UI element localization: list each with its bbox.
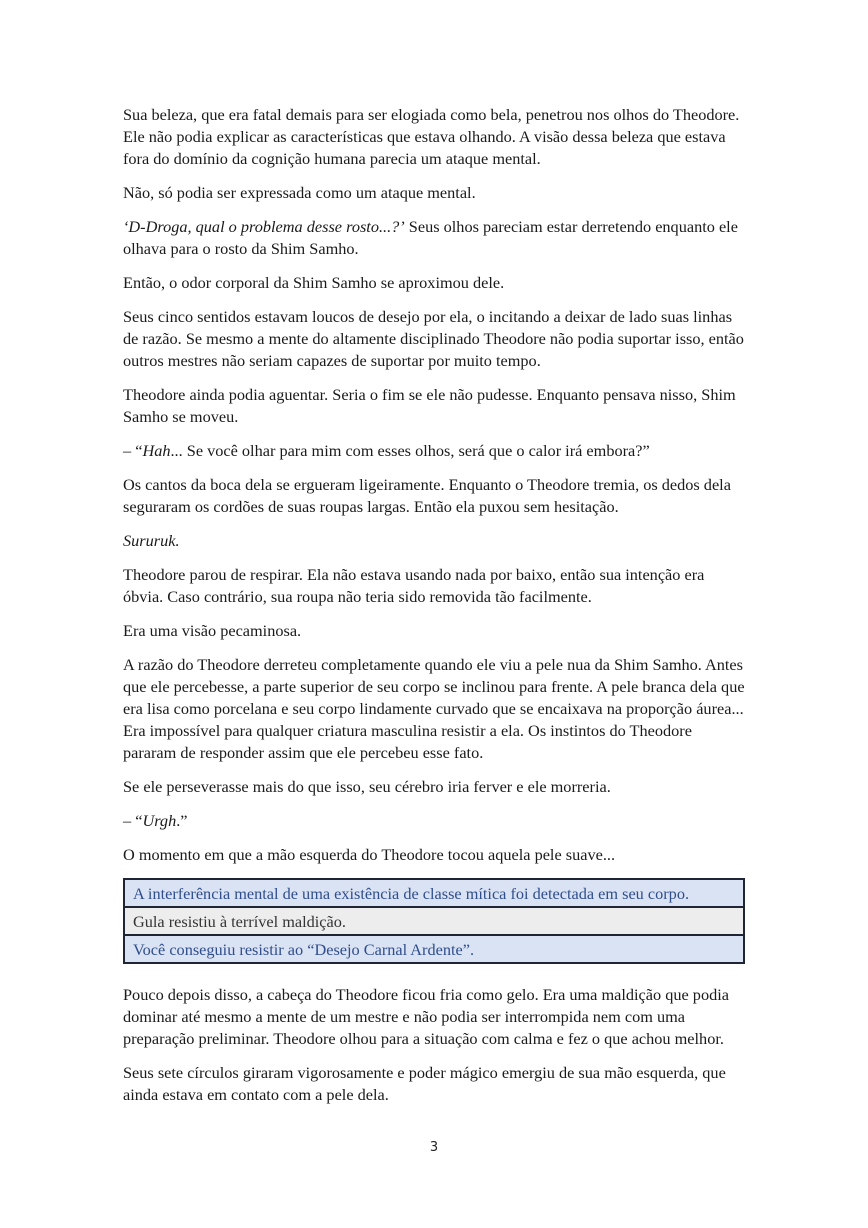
sound-effect: Sururuk.	[123, 531, 180, 550]
dialogue-line	[123, 440, 745, 462]
paragraph: Então, o odor corporal da Shim Samho se aproximou dele.	[123, 273, 505, 292]
inner-thought: ‘D-Droga, qual o problema desse rosto...?’	[123, 217, 405, 236]
dialogue-emphasis: Urgh	[142, 811, 177, 830]
dialogue-line	[123, 810, 745, 832]
paragraph: O momento em que a mão esquerda do Theodore tocou aquela pele suave...	[123, 845, 616, 864]
paragraph: Seus sete círculos giraram vigorosamente e poder mágico emergiu de sua mão esquerda, que ainda estava em contato com a pele dela.	[123, 1063, 726, 1104]
paragraph: Sua beleza, que era fatal demais para ser elogiada como bela, penetrou nos olhos do Theodore. Ele não podia explicar as características que estava olhando. A visão dessa beleza que estava fora do domínio da cognição humana parecia um ataque mental.	[123, 105, 740, 168]
system-message: Você conseguiu resistir ao “Desejo Carnal Ardente”.	[125, 936, 743, 962]
paragraph: Era uma visão pecaminosa.	[123, 621, 302, 640]
dialogue-emphasis: Hah	[142, 441, 171, 460]
system-message: Gula resistiu à terrível maldição.	[125, 908, 743, 936]
paragraph: Theodore ainda podia aguentar. Seria o fim se ele não pudesse. Enquanto pensava nisso, Shim Samho se moveu.	[123, 385, 736, 426]
paragraph: Seus cinco sentidos estavam loucos de desejo por ela, o incitando a deixar de lado suas linhas de razão. Se mesmo a mente do altamente disciplinado Theodore não podia suportar isso, então outros mestres não seriam capazes de suportar por muito tempo.	[123, 307, 744, 370]
paragraph: A razão do Theodore derreteu completamente quando ele viu a pele nua da Shim Samho. Antes que ele percebesse, a parte superior de seu corpo se inclinou para frente. A pele branca dela que era lisa como porcelana e seu corpo lindamente curvado que se encaixava na proporção áurea... Era impossível para qualquer criatura masculina resistir a ela. Os instintos do Theodore pararam de responder assim que ele percebeu esse fato.	[123, 655, 745, 762]
system-message: A interferência mental de uma existência de classe mítica foi detectada em seu corpo.	[125, 880, 743, 908]
dialogue-text: ... Se você olhar para mim com esses olhos, será que o calor irá embora?”	[170, 441, 650, 460]
paragraph: Não, só podia ser expressada como um ataque mental.	[123, 183, 476, 202]
dialogue-open: – “	[123, 811, 143, 830]
paragraph: Se ele perseverasse mais do que isso, seu cérebro iria ferver e ele morreria.	[123, 777, 611, 796]
paragraph: Os cantos da boca dela se ergueram ligeiramente. Enquanto o Theodore tremia, os dedos dela seguraram os cordões de suas roupas largas. Então ela puxou sem hesitação.	[123, 475, 731, 516]
dialogue-open: – “	[123, 441, 143, 460]
paragraph: Theodore parou de respirar. Ela não estava usando nada por baixo, então sua intenção era óbvia. Caso contrário, sua roupa não teria sido removida tão facilmente.	[123, 565, 705, 606]
page-number: 3	[429, 1140, 439, 1155]
paragraph-text: Seus olhos pareciam estar derretendo enquanto ele olhava para o rosto da Shim Samho.	[123, 217, 738, 258]
document-page	[123, 104, 745, 1118]
system-message-box	[123, 878, 745, 964]
dialogue-text: .”	[176, 811, 188, 830]
paragraph: Pouco depois disso, a cabeça do Theodore ficou fria como gelo. Era uma maldição que podia dominar até mesmo a mente de um mestre e não podia ser interrompida nem com uma preparação preliminar. Theodore olhou para a situação com calma e fez o que achou melhor.	[123, 985, 729, 1048]
paragraph	[123, 216, 745, 260]
